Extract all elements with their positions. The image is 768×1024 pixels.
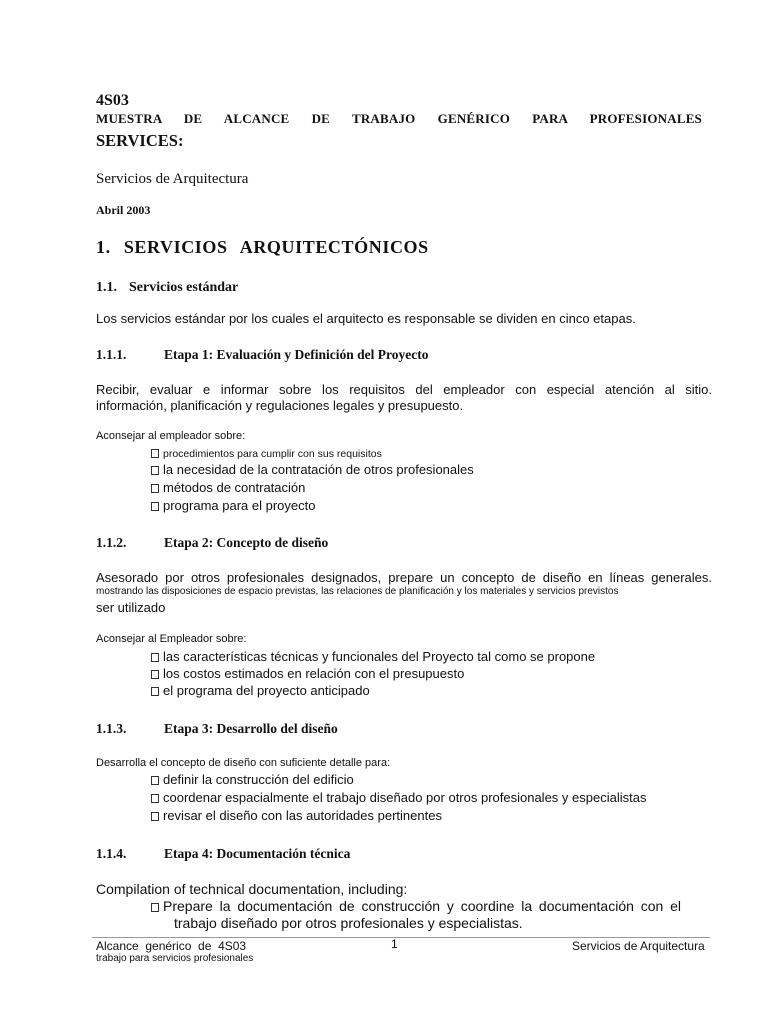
- list-item-text: las características técnicas y funcionales del Proyecto tal como se propone: [163, 649, 596, 664]
- list-item: [151, 790, 646, 806]
- checkbox-square-icon: [151, 687, 159, 696]
- stage-1-paragraph-line-1: Recibir, evaluar e informar sobre los requisitos del empleador con especial atención al sitio.: [96, 382, 712, 397]
- page-number: 1: [391, 937, 398, 951]
- stage-number: 1.1.2.: [96, 535, 127, 550]
- services-heading: SERVICES:: [96, 131, 184, 150]
- list-item: [151, 808, 442, 824]
- list-item: [151, 898, 681, 914]
- stage-title: Etapa 4: Documentación técnica: [164, 846, 351, 861]
- list-item-text: revisar el diseño con las autoridades pertinentes: [163, 808, 442, 823]
- checkbox-square-icon: [151, 776, 159, 785]
- document-date: Abril 2003: [96, 203, 151, 217]
- stage-2-paragraph-line-1: Asesorado por otros profesionales designados, prepare un concepto de diseño en líneas generales.: [96, 570, 712, 585]
- stage-1-heading: [96, 347, 429, 363]
- checkbox-square-icon: [151, 812, 159, 821]
- stage-title: Etapa 1: Evaluación y Definición del Proyecto: [164, 347, 429, 362]
- list-item-text: coordenar espacialmente el trabajo diseñado por otros profesionales y especialistas: [163, 790, 647, 805]
- stage-title: Etapa 3: Desarrollo del diseño: [164, 721, 338, 736]
- stage-2-paragraph-line-2: mostrando las disposiciones de espacio previstas, las relaciones de planificación y los materiales y servicios previstos: [96, 586, 619, 597]
- stage-3-intro: Desarrolla el concepto de diseño con suficiente detalle para:: [96, 757, 391, 769]
- stage-2-paragraph-line-3: ser utilizado: [96, 600, 166, 615]
- section-number: 1.: [96, 237, 111, 257]
- stage-4-heading: [96, 846, 350, 862]
- list-item: [151, 772, 354, 788]
- stage-2-heading: [96, 535, 328, 551]
- section-title: SERVICIOS ARQUITECTÓNICOS: [123, 237, 429, 257]
- section-title: Servicios estándar: [129, 280, 239, 295]
- list-item: [151, 498, 315, 514]
- list-item: [151, 683, 370, 699]
- stage-4-intro: Compilation of technical documentation, including:: [96, 881, 408, 897]
- list-item-text: métodos de contratación: [163, 480, 306, 495]
- list-item: [151, 446, 382, 462]
- checkbox-square-icon: [151, 903, 159, 912]
- section-number: 1.1.: [96, 280, 117, 295]
- list-item-text: el programa del proyecto anticipado: [163, 683, 370, 698]
- footer-left-line-1: Alcance genérico de 4S03: [96, 939, 247, 953]
- checkbox-square-icon: [151, 449, 159, 458]
- list-item-text: procedimientos para cumplir con sus requisitos: [163, 448, 382, 460]
- list-item-continuation: trabajo diseñado por otros profesionales y especialistas.: [174, 915, 523, 931]
- document-code: 4S03: [96, 92, 129, 109]
- stage-number: 1.1.1.: [96, 347, 127, 362]
- section-1-1-heading: [96, 280, 238, 296]
- list-item: [151, 462, 474, 478]
- stage-number: 1.1.4.: [96, 846, 127, 861]
- list-item: [151, 666, 464, 682]
- checkbox-square-icon: [151, 484, 159, 493]
- list-item-text: los costos estimados en relación con el presupuesto: [163, 666, 465, 681]
- stage-1-paragraph-line-2: información, planificación y regulaciones legales y presupuesto.: [96, 398, 464, 413]
- section-1-heading: [96, 237, 429, 258]
- checkbox-square-icon: [151, 502, 159, 511]
- list-item-text: programa para el proyecto: [163, 498, 316, 513]
- stage-2-advise-label: Aconsejar al Empleador sobre:: [96, 633, 247, 645]
- footer-left-line-2: trabajo para servicios profesionales: [96, 953, 254, 964]
- checkbox-square-icon: [151, 794, 159, 803]
- stage-number: 1.1.3.: [96, 721, 127, 736]
- stage-3-heading: [96, 721, 338, 737]
- list-item-text: definir la construcción del edificio: [163, 772, 354, 787]
- stage-1-advise-label: Aconsejar al empleador sobre:: [96, 430, 246, 442]
- checkbox-square-icon: [151, 466, 159, 475]
- checkbox-square-icon: [151, 653, 159, 662]
- footer-right: Servicios de Arquitectura: [572, 939, 705, 953]
- area-heading: Servicios de Arquitectura: [96, 171, 249, 187]
- list-item: [151, 649, 595, 665]
- section-1-1-intro: Los servicios estándar por los cuales el arquitecto es responsable se dividen en cinco etapas.: [96, 311, 636, 326]
- checkbox-square-icon: [151, 670, 159, 679]
- list-item-text: la necesidad de la contratación de otros profesionales: [163, 462, 474, 477]
- footer-divider: [92, 937, 710, 938]
- stage-title: Etapa 2: Concepto de diseño: [164, 535, 329, 550]
- list-item-text: Prepare la documentación de construcción y coordine la documentación con el: [163, 898, 681, 914]
- list-item: [151, 480, 305, 496]
- document-subtitle: MUESTRA DE ALCANCE DE TRABAJO GENÉRICO PARA PROFESIONALES: [96, 111, 702, 126]
